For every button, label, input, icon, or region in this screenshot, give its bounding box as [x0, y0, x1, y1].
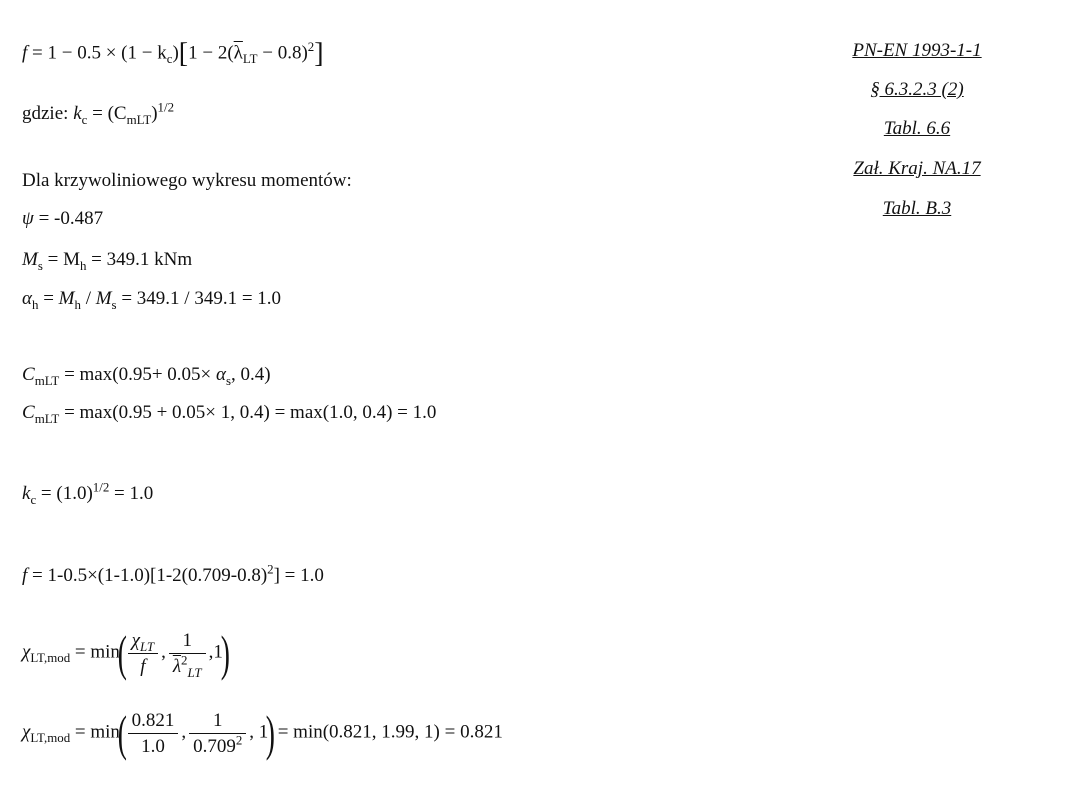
- fraction-one-over-lambda: $\frac{1}{\overline{\lambda}^2_{LT}}$: [169, 631, 206, 676]
- fraction-numeric-1: $\frac{0.821}{1.0}$: [128, 711, 179, 756]
- alpha-line: $\alpha_h = M_h / M_s = 349.1 / 349.1 = 1.0$: [22, 288, 282, 312]
- where-kc: gdzie: $k_c = (C_{mLT})^{1/2}$: [22, 99, 175, 127]
- fraction-numeric-2: $\frac{1}{0.709^2}$: [189, 711, 246, 756]
- cmlt-formula: $C_{mLT} = \max(0.95+ 0.05\times \alpha_s$, 0.4): [22, 364, 271, 388]
- chi-formula: $\chi_{LT,mod} = \min$( $\frac{\chi_{LT}}{f}$ , $\frac{1}{\overline{\lambda}^2_{LT}}$ ,1): [22, 625, 230, 681]
- kc-calc: $k_c = (1.0)^{1/2} = 1.0$: [22, 479, 154, 507]
- moment-heading: Dla krzywoliniowego wykresu momentów:: [22, 170, 352, 191]
- ref-standard: PN-EN 1993-1-1: [852, 40, 982, 61]
- formula-f: $f = 1 - 0.5 \times (1 - k_c)[1 - 2(\overline{\lambda}_{LT} - 0.8)^2]$: [22, 38, 324, 69]
- ref-national-annex: Zał. Kraj. NA.17: [853, 158, 981, 179]
- ref-clause: § 6.3.2.3 (2): [870, 79, 964, 100]
- f-symbol: f: [22, 42, 28, 64]
- cmlt-calc: $C_{mLT} = \max(0.95 + 0.05\times 1$, 0.4) = max(1.0, 0.4) = 1.0: [22, 402, 437, 426]
- psi-line: ψ = -0.487: [22, 208, 104, 229]
- ref-table-6-6: Tabl. 6.6: [883, 118, 951, 139]
- chi-calc: $\chi_{LT,mod} = \min$( $\frac{0.821}{1.0}$ , $\frac{1}{0.709^2}$ , 1) = min(0.821, 1.99, 1) = 0.821: [22, 705, 503, 761]
- ms-line: $M_s = M_h = 349.1$ kNm: [22, 249, 193, 273]
- ref-table-b3: Tabl. B.3: [882, 198, 952, 219]
- fraction-chi-over-f: $\frac{\chi_{LT}}{f}$: [128, 631, 158, 676]
- f-calc: $f = 1-0.5\times(1-1.0)[1-2(0.709-0.8)^2] = 1.0$: [22, 561, 324, 586]
